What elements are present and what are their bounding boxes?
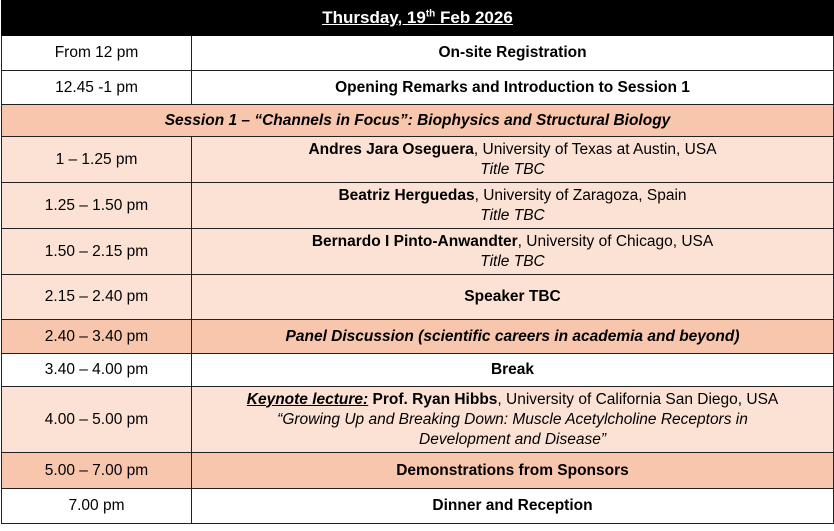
talk-title: Title TBC (480, 206, 545, 224)
row-event (192, 137, 834, 183)
row-event: Opening Remarks and Introduction to Session 1 (192, 71, 834, 105)
row-time: From 12 pm (2, 36, 192, 71)
speaker-name: Beatriz Herguedas (338, 186, 475, 204)
row-time: 4.00 – 5.00 pm (2, 387, 192, 453)
keynote-label: Keynote lecture: (246, 390, 369, 408)
day-header-row (2, 1, 834, 36)
row-event: On-site Registration (192, 36, 834, 71)
row-event (192, 387, 834, 453)
row-time: 2.40 – 3.40 pm (2, 320, 192, 354)
speaker-affiliation: , University of California San Diego, USA (497, 390, 779, 408)
schedule-row (2, 275, 834, 320)
row-event: Break (192, 354, 834, 387)
schedule-row (2, 320, 834, 354)
talk-title: Title TBC (480, 160, 545, 178)
schedule-row (2, 229, 834, 275)
row-event: Speaker TBC (192, 275, 834, 320)
row-time: 7.00 pm (2, 489, 192, 524)
schedule-row (2, 453, 834, 489)
row-time: 1.50 – 2.15 pm (2, 229, 192, 275)
row-event: Dinner and Reception (192, 489, 834, 524)
speaker-name: Prof. Ryan Hibbs (368, 390, 498, 408)
speaker-name: Andres Jara Oseguera (308, 140, 474, 158)
row-time: 12.45 -1 pm (2, 71, 192, 105)
row-time: 5.00 – 7.00 pm (2, 453, 192, 489)
session-row (2, 105, 834, 137)
row-event (192, 229, 834, 275)
row-time: 3.40 – 4.00 pm (2, 354, 192, 387)
speaker-name: Bernardo I Pinto-Anwandter (311, 232, 518, 250)
row-event: Panel Discussion (scientific careers in academia and beyond) (192, 320, 834, 354)
schedule-row (2, 354, 834, 387)
session-title: Session 1 – “Channels in Focus”: Biophysics and Structural Biology (2, 105, 834, 137)
schedule-row (2, 387, 834, 453)
schedule-row (2, 489, 834, 524)
row-event: Demonstrations from Sponsors (192, 453, 834, 489)
schedule-row (2, 36, 834, 71)
day-header: Thursday, 19th Feb 2026 (2, 1, 834, 36)
row-time: 1.25 – 1.50 pm (2, 183, 192, 229)
talk-title: Title TBC (480, 252, 545, 270)
row-event (192, 183, 834, 229)
talk-title: “Growing Up and Breaking Down: Muscle Acetylcholine Receptors in Development and Disease” (277, 410, 748, 448)
speaker-affiliation: , University of Zaragoza, Spain (474, 186, 687, 204)
row-time: 1 – 1.25 pm (2, 137, 192, 183)
schedule-row (2, 183, 834, 229)
schedule-table (1, 0, 834, 524)
speaker-affiliation: , University of Chicago, USA (517, 232, 714, 250)
speaker-affiliation: , University of Texas at Austin, USA (473, 140, 717, 158)
schedule-row (2, 137, 834, 183)
schedule-row (2, 71, 834, 105)
row-time: 2.15 – 2.40 pm (2, 275, 192, 320)
